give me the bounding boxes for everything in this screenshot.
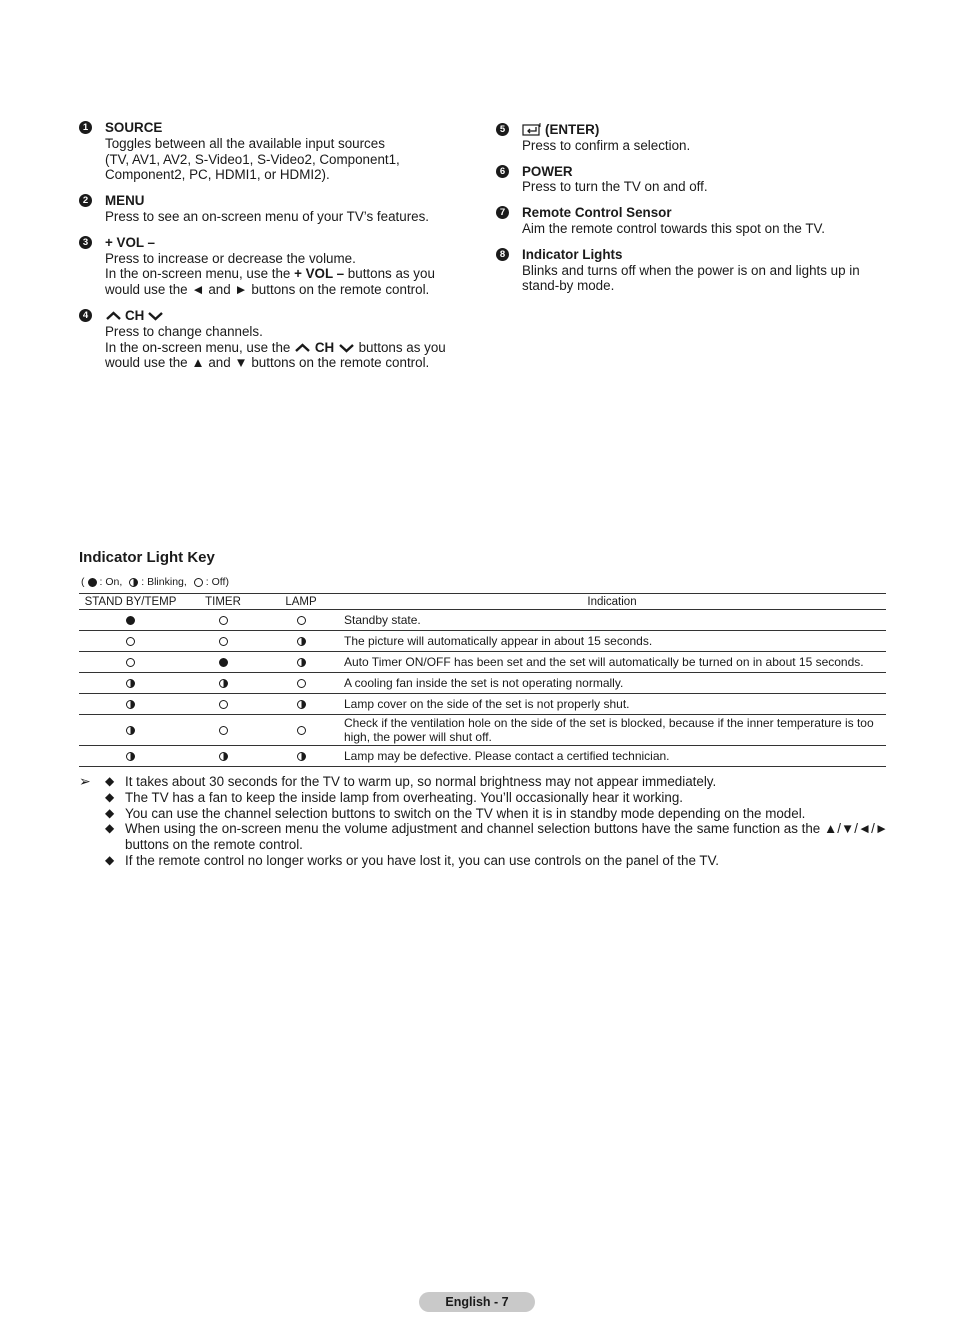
blinking-icon: [129, 578, 138, 587]
indication-cell: Lamp cover on the side of the set is not properly shut.: [338, 694, 886, 715]
blinking-icon: [219, 752, 228, 761]
number-badge: 6: [496, 165, 509, 178]
control-remote-sensor: [496, 205, 876, 237]
status-cell-stand: [79, 652, 182, 673]
list-item: [105, 774, 889, 790]
number-badge: 2: [79, 194, 92, 207]
status-cell-lamp: [264, 694, 338, 715]
control-title: Remote Control Sensor: [522, 205, 672, 221]
control-menu: [79, 193, 459, 225]
desc-bold: CH: [314, 339, 335, 355]
status-cell-stand: [79, 673, 182, 694]
control-desc: Blinks and turns off when the power is on and lights up in: [522, 262, 860, 278]
control-volume: [79, 235, 459, 298]
status-cell-timer: [182, 673, 264, 694]
number-badge: 5: [496, 123, 509, 136]
legend-off-label: : Off): [205, 576, 229, 588]
diamond-bullet-icon: ◆: [105, 774, 115, 788]
control-title: MENU: [105, 193, 145, 209]
chevron-down-icon: [338, 343, 355, 353]
off-icon: [219, 700, 228, 709]
status-cell-stand: [79, 694, 182, 715]
number-badge: 4: [79, 309, 92, 322]
blinking-icon: [297, 637, 306, 646]
list-item: [105, 821, 889, 853]
control-desc: [105, 340, 459, 356]
control-title: (ENTER): [545, 122, 600, 137]
list-item: [105, 790, 889, 806]
chevron-up-icon: [294, 343, 311, 353]
control-indicator-lights: [496, 247, 876, 294]
control-desc: would use the ◄ and ► buttons on the remote control.: [105, 282, 430, 298]
page-footer: English - 7: [419, 1292, 535, 1312]
legend-paren: (: [81, 576, 85, 588]
off-icon: [219, 637, 228, 646]
chevron-down-icon: [147, 311, 164, 321]
indication-cell: A cooling fan inside the set is not operating normally.: [338, 673, 886, 694]
status-cell-lamp: [264, 715, 338, 746]
legend-blinking-label: : Blinking,: [141, 576, 187, 588]
table-row: [79, 715, 886, 746]
chevron-up-icon: [105, 311, 122, 321]
col-header-lamp: LAMP: [264, 594, 338, 610]
control-desc: would use the ▲ and ▼ buttons on the remote control.: [105, 355, 430, 371]
desc-text: In the on-screen menu, use the: [105, 339, 295, 355]
control-desc: Press to confirm a selection.: [522, 137, 691, 153]
legend-on-label: : On,: [99, 576, 123, 588]
table-row: [79, 610, 886, 631]
note-text: You can use the channel selection buttons to switch on the TV when it is in standby mode depending on the model.: [125, 805, 806, 821]
desc-text: In the on-screen menu, use the: [105, 266, 295, 282]
col-header-timer: TIMER: [182, 594, 264, 610]
desc-text: buttons as you: [354, 339, 446, 355]
diamond-bullet-icon: ◆: [105, 789, 115, 804]
table-row: [79, 694, 886, 715]
status-cell-lamp: [264, 631, 338, 652]
blinking-icon: [126, 726, 135, 735]
number-badge: 8: [496, 248, 509, 261]
status-cell-timer: [182, 715, 264, 746]
diamond-bullet-icon: ◆: [105, 852, 115, 867]
blinking-icon: [297, 658, 306, 667]
control-desc: Component2, PC, HDMI1, or HDMI2).: [105, 167, 330, 183]
status-cell-timer: [182, 610, 264, 631]
table-row: [79, 673, 886, 694]
status-cell-lamp: [264, 652, 338, 673]
control-desc: Press to see an on-screen menu of your TV’s features.: [105, 208, 430, 224]
indicator-legend: [81, 576, 229, 588]
diamond-bullet-icon: ◆: [105, 821, 115, 836]
blinking-icon: [126, 700, 135, 709]
blinking-icon: [219, 679, 228, 688]
desc-bold: + VOL –: [294, 266, 345, 282]
number-badge: 7: [496, 206, 509, 219]
off-icon: [126, 637, 135, 646]
control-desc: Aim the remote control towards this spot on the TV.: [522, 220, 825, 236]
status-cell-stand: [79, 610, 182, 631]
control-title: POWER: [522, 163, 573, 179]
desc-text: buttons as you: [344, 266, 435, 282]
col-header-stand: STAND BY/TEMP: [79, 594, 182, 610]
indication-cell: Check if the ventilation hole on the side of the set is blocked, because if the inner temperature is too high, the power will shut off.: [338, 715, 886, 746]
note-text: When using the on-screen menu the volume adjustment and channel selection buttons have the same function as the ▲/▼/◄/► buttons on the remote control.: [125, 821, 889, 853]
status-cell-timer: [182, 631, 264, 652]
off-icon: [297, 679, 306, 688]
status-cell-lamp: [264, 673, 338, 694]
control-title: CH: [125, 307, 145, 323]
indicator-key-title: Indicator Light Key: [79, 549, 215, 566]
on-icon: [126, 616, 135, 625]
control-desc: Press to turn the TV on and off.: [522, 179, 708, 195]
status-cell-stand: [79, 746, 182, 767]
off-icon: [219, 616, 228, 625]
note-arrow-icon: ➢: [79, 773, 91, 789]
enter-icon: [522, 123, 542, 136]
table-row: [79, 631, 886, 652]
status-cell-timer: [182, 746, 264, 767]
blinking-icon: [297, 700, 306, 709]
indication-cell: Lamp may be defective. Please contact a certified technician.: [338, 746, 886, 767]
control-desc: Press to increase or decrease the volume.: [105, 250, 356, 266]
indication-cell: Standby state.: [338, 610, 886, 631]
col-header-indication: Indication: [338, 594, 886, 610]
status-cell-timer: [182, 694, 264, 715]
off-icon: [126, 658, 135, 667]
notes: [79, 774, 889, 869]
off-icon: [297, 616, 306, 625]
indication-cell: The picture will automatically appear in about 15 seconds.: [338, 631, 886, 652]
on-icon: [219, 658, 228, 667]
status-cell-stand: [79, 631, 182, 652]
indicator-key-table: [79, 593, 886, 767]
controls-left-column: [79, 120, 459, 381]
control-desc: Press to change channels.: [105, 323, 263, 339]
control-enter: [496, 122, 876, 154]
note-text: It takes about 30 seconds for the TV to warm up, so normal brightness may not appear immediately.: [125, 774, 717, 789]
blinking-icon: [297, 752, 306, 761]
off-icon: [297, 726, 306, 735]
list-item: [105, 853, 889, 869]
control-power: [496, 164, 876, 196]
off-icon: [194, 578, 203, 587]
indication-cell: Auto Timer ON/OFF has been set and the set will automatically be turned on in about 15 seconds.: [338, 652, 886, 673]
blinking-icon: [126, 679, 135, 688]
number-badge: 1: [79, 121, 92, 134]
list-item: [105, 806, 889, 822]
status-cell-lamp: [264, 610, 338, 631]
table-row: [79, 746, 886, 767]
control-title: Indicator Lights: [522, 246, 623, 262]
control-desc: Toggles between all the available input sources: [105, 135, 385, 151]
status-cell-timer: [182, 652, 264, 673]
control-source: [79, 120, 459, 183]
off-icon: [219, 726, 228, 735]
control-desc: [105, 266, 459, 282]
number-badge: 3: [79, 236, 92, 249]
diamond-bullet-icon: ◆: [105, 805, 115, 820]
status-cell-stand: [79, 715, 182, 746]
control-desc: stand-by mode.: [522, 278, 615, 294]
note-text: The TV has a fan to keep the inside lamp from overheating. You’ll occasionally hear it working.: [125, 789, 684, 805]
on-icon: [88, 578, 97, 587]
control-title: + VOL –: [105, 234, 155, 250]
indicator-key-body: [79, 610, 886, 767]
control-channel: [79, 308, 459, 371]
blinking-icon: [126, 752, 135, 761]
notes-list: [79, 774, 889, 869]
control-desc: (TV, AV1, AV2, S-Video1, S-Video2, Component1,: [105, 151, 400, 167]
note-text: If the remote control no longer works or you have lost it, you can use controls on the panel of the TV.: [125, 852, 719, 868]
control-title: SOURCE: [105, 120, 163, 135]
controls-right-column: [496, 122, 876, 304]
table-row: [79, 652, 886, 673]
status-cell-lamp: [264, 746, 338, 767]
